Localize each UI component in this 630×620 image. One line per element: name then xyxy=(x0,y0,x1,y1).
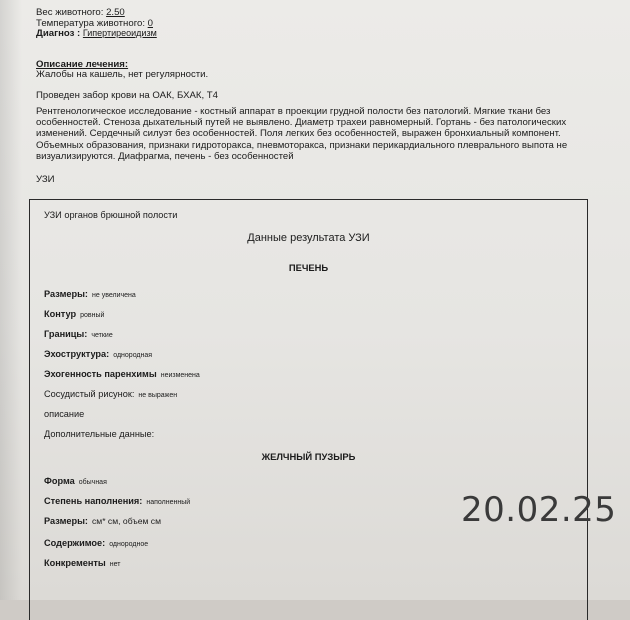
xray-line: Рентгенологическое исследование - костный аппарат в проекции грудной полости без патологий. Мягкие ткани без xyxy=(36,106,551,117)
xray-line: Объемных образования, признаки гидроторакса, пневмоторакса, признаки перикардиального плеврального выпота не xyxy=(36,139,568,151)
temperature-label: Температура животного: xyxy=(36,18,145,29)
liver-section-title: ПЕЧЕНЬ xyxy=(288,262,329,273)
gallbladder-content-value: однородное xyxy=(109,541,149,548)
liver-contour-value: ровный xyxy=(80,312,105,319)
treatment-title: Описание лечения: xyxy=(36,59,129,70)
xray-line: особенностей. Стеноза дыхательный путей не выявлено. Диаметр трахеи равномерный. Гортань - без патологических xyxy=(36,117,567,129)
xray-line: изменений. Сердечный силуэт без особенностей. Поля легких без особенностей, выражен бронхиальный компонент. xyxy=(36,128,561,140)
gallbladder-section-title: ЖЕЛЧНЫЙ ПУЗЫРЬ xyxy=(261,451,356,462)
gallbladder-shape-label: Форма xyxy=(44,476,75,486)
xray-line: визуализируются. Диафрагма, печень - без особенностей xyxy=(36,150,294,162)
diagnosis-value: Гипертиреоидизм xyxy=(82,28,157,38)
liver-echostructure-value: однородная xyxy=(113,352,153,359)
weight-row xyxy=(36,7,125,18)
liver-borders-label: Границы: xyxy=(44,329,88,339)
liver-echogenicity-row xyxy=(44,369,200,379)
liver-echogenicity-label: Эхогенность паренхимы xyxy=(44,369,157,379)
liver-echostructure-row xyxy=(44,349,152,359)
report-heading: УЗИ органов брюшной полости xyxy=(44,210,178,220)
liver-contour-row xyxy=(44,309,104,319)
liver-contour-label: Контур xyxy=(44,309,77,319)
gallbladder-size-value: см* см, объем см xyxy=(92,516,161,526)
blood-test-text: Проведен забор крови на ОАК, БХАК, Т4 xyxy=(36,90,218,101)
gallbladder-size-label: Размеры: xyxy=(44,516,88,526)
liver-vascular-row xyxy=(44,389,177,399)
report-title: Данные результата УЗИ xyxy=(247,232,370,244)
gallbladder-filling-row xyxy=(44,496,190,506)
gallbladder-content-label: Содержимое: xyxy=(44,538,106,548)
gallbladder-filling-value: наполненный xyxy=(146,499,191,506)
temperature-value: 0 xyxy=(147,18,153,29)
liver-size-label: Размеры: xyxy=(44,289,88,299)
gallbladder-stones-row xyxy=(44,558,121,568)
gallbladder-stones-value: нет xyxy=(109,561,121,568)
gallbladder-size-row xyxy=(44,516,161,526)
liver-size-value: не увеличена xyxy=(92,292,136,299)
xray-paragraph xyxy=(36,106,567,162)
gallbladder-content-row xyxy=(44,538,148,548)
weight-value: 2.50 xyxy=(106,7,125,18)
liver-vascular-label: Сосудистый рисунок: xyxy=(44,389,135,399)
gallbladder-stones-label: Конкременты xyxy=(44,558,106,568)
liver-additional-label: Дополнительные данные: xyxy=(44,429,155,439)
gallbladder-filling-label: Степень наполнения: xyxy=(44,496,143,506)
weight-label: Вес животного: xyxy=(36,7,104,18)
page-shadow xyxy=(0,0,22,600)
liver-echostructure-label: Эхоструктура: xyxy=(44,349,110,359)
gallbladder-shape-row xyxy=(44,476,107,486)
ultrasound-report-box xyxy=(29,199,588,620)
liver-description-label: описание xyxy=(44,409,85,419)
gallbladder-shape-value: обычная xyxy=(78,479,107,486)
uzi-label: УЗИ xyxy=(36,174,55,185)
liver-echogenicity-value: неизменена xyxy=(160,372,200,379)
complaint-text: Жалобы на кашель, нет регулярности. xyxy=(36,69,209,80)
liver-borders-value: четкие xyxy=(91,332,113,339)
date-stamp: 20.02.25 xyxy=(461,490,617,530)
diagnosis-row xyxy=(36,28,157,39)
diagnosis-label: Диагноз : xyxy=(36,28,81,39)
liver-size-row xyxy=(44,289,136,299)
liver-borders-row xyxy=(44,329,113,339)
liver-vascular-value: не выражен xyxy=(138,392,178,399)
